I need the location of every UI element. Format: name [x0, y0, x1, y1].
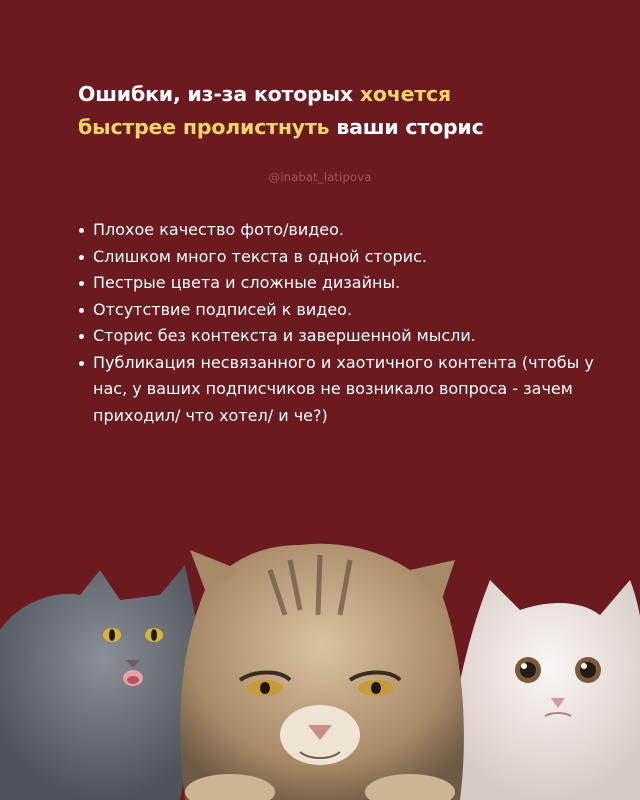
headline-highlight-1: хочется [359, 82, 451, 106]
list-item: Пестрые цвета и сложные дизайны. [75, 270, 595, 297]
cats-illustration [0, 520, 640, 800]
list-item: Слишком много текста в одной сторис. [75, 244, 595, 271]
author-handle: @inabat_latipova [268, 170, 372, 184]
list-item: Публикация несвязанного и хаотичного контента (чтобы у нас, у ваших подписчиков не возникало вопроса - зачем приходил/ что хотел/ и че?) [75, 350, 595, 430]
list-item: Сторис без контекста и завершенной мысли. [75, 323, 595, 350]
headline-highlight-2: быстрее пролистнуть [78, 115, 330, 139]
headline [78, 78, 558, 144]
white-cat-illustration [449, 580, 640, 800]
tabby-cat-illustration [180, 544, 464, 800]
headline-part-1: Ошибки, из-за которых [78, 82, 360, 106]
headline-part-2: ваши сторис [329, 115, 484, 139]
mistakes-list [75, 217, 595, 429]
list-item: Плохое качество фото/видео. [75, 217, 595, 244]
grey-cat-illustration [0, 565, 206, 800]
list-item: Отсутствие подписей к видео. [75, 297, 595, 324]
